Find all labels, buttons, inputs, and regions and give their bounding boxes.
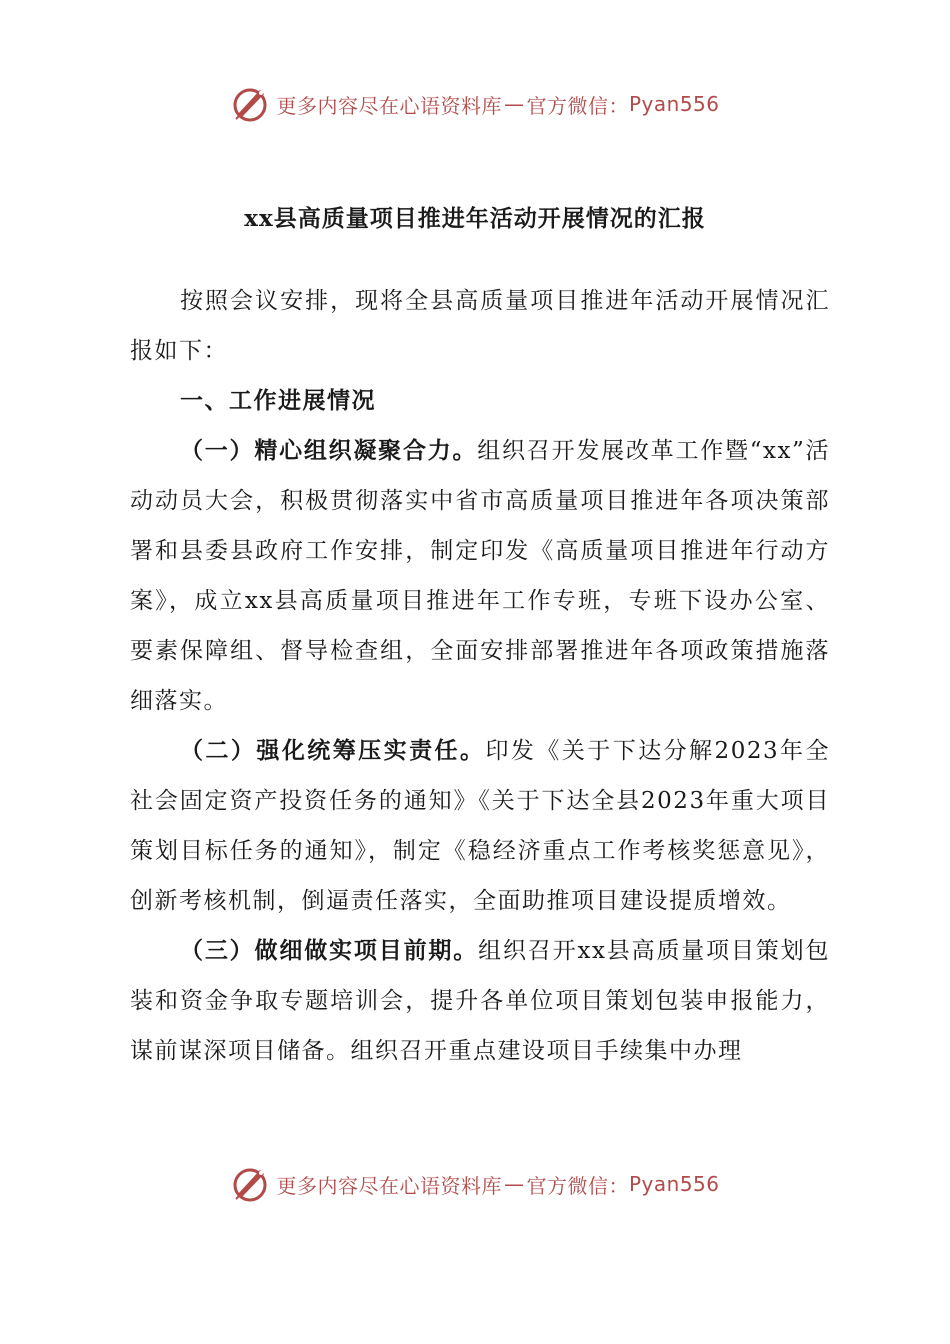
intro-paragraph: 按照会议安排，现将全县高质量项目推进年活动开展情况汇报如下： [130, 288, 830, 364]
watermark-wechat-id: Pyan556 [628, 92, 720, 116]
paragraph-item-2 [130, 726, 830, 926]
watermark-separator: — [503, 1172, 525, 1196]
paragraph-item-1 [130, 426, 830, 726]
item-text: 组织召开xx县高质量项目策划包装和资金争取专题培训会，提升各单位项目策划包装申报能力，谋前谋深项目储备。组织召开重点建设项目手续集中办理 [130, 938, 830, 1064]
item-lead: （三）做细做实项目前期。 [180, 937, 479, 964]
paragraph-item-3 [130, 926, 830, 1076]
section-heading: 一、工作进展情况 [180, 387, 376, 414]
watermark-official-label: 官方微信： [526, 1173, 629, 1198]
watermark-official-label: 官方微信： [526, 93, 629, 118]
item-lead: （一）精心组织凝聚合力。 [180, 437, 478, 464]
document-body [130, 276, 830, 1076]
watermark-banner-top [0, 82, 950, 126]
watermark-main-text: 更多内容尽在心语资料库 [276, 1173, 502, 1198]
item-text: 印发《关于下达分解2023年全社会固定资产投资任务的通知》《关于下达全县2023年重大项目策划目标任务的通知》，制定《稳经济重点工作考核奖惩意见》，创新考核机制，倒逼责任落实，全面助推项目建设提质增效。 [130, 738, 831, 914]
item-lead: （二）强化统筹压实责任。 [180, 737, 486, 764]
pen-nib-circle-icon [230, 1164, 270, 1204]
watermark-wechat-id: Pyan556 [628, 1172, 720, 1196]
watermark-banner-bottom [0, 1162, 950, 1206]
item-text: 组织召开发展改革工作暨“xx”活动动员大会，积极贯彻落实中省市高质量项目推进年各项决策部署和县委县政府工作安排，制定印发《高质量项目推进年行动方案》，成立xx县高质量项目推进年工作专班，专班下设办公室、要素保障组、督导检查组，全面安排部署推进年各项政策措施落细落实。 [130, 438, 830, 714]
pen-nib-circle-icon [230, 84, 270, 124]
document-title: xx县高质量项目推进年活动开展情况的汇报 [244, 205, 706, 232]
watermark-separator: — [503, 92, 525, 116]
watermark-main-text: 更多内容尽在心语资料库 [276, 93, 502, 118]
